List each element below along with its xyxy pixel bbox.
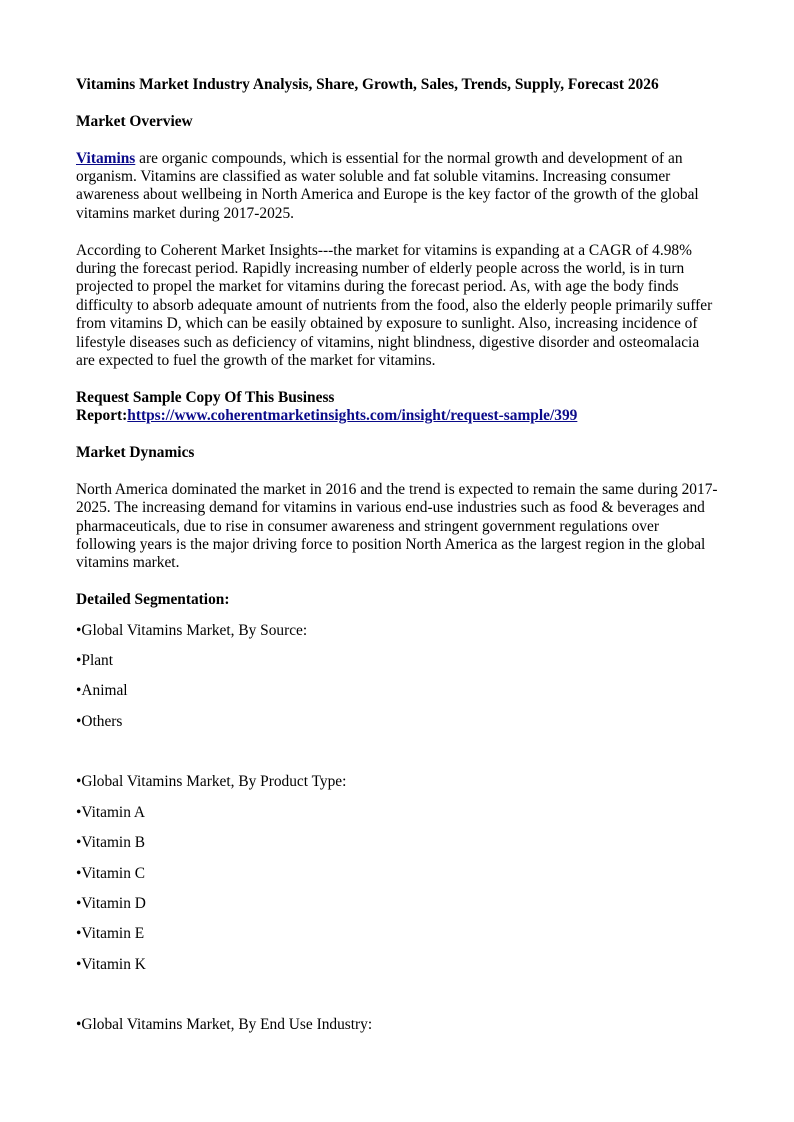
segment-end-use-label: •Global Vitamins Market, By End Use Industry: xyxy=(76,1016,373,1034)
segment-product-type-label: •Global Vitamins Market, By Product Type: xyxy=(76,773,347,791)
market-overview-paragraph-2: According to Coherent Market Insights---the market for vitamins is expanding at a CAGR of 4.98% during the forecast period. Rapidly increasing number of elderly people across the world, is in turn projected to propel the market for vitamins during the forecast period. As, with age the body finds difficulty to absorb adequate amount of nutrients from the food, also the elderly people primarily suffer from vitamins D, which can be easily obtained by exposure to sunlight. Also, increasing incidence of lifestyle diseases such as deficiency of vitamins, night blindness, digestive disorder and osteomalacia are expected to fuel the growth of the market for vitamins. xyxy=(76,241,713,370)
list-item: •Vitamin K xyxy=(76,955,146,973)
market-overview-heading: Market Overview xyxy=(76,112,193,130)
list-item: •Vitamin B xyxy=(76,834,146,852)
list-item: •Animal xyxy=(76,682,128,700)
list-item: •Vitamin E xyxy=(76,925,145,943)
segment-source-label: •Global Vitamins Market, By Source: xyxy=(76,621,308,639)
request-sample-link[interactable]: https://www.coherentmarketinsights.com/insight/request-sample/399 xyxy=(127,407,578,425)
market-dynamics-heading: Market Dynamics xyxy=(76,444,195,462)
list-item: •Vitamin C xyxy=(76,864,146,882)
document-page xyxy=(76,76,718,1047)
market-dynamics-paragraph: North America dominated the market in 2016 and the trend is expected to remain the same during 2017-2025. The increasing demand for vitamins in various end-use industries such as food & beverages and pharmaceuticals, due to rise in consumer awareness and stringent government regulations over following years is the major driving force to position North America as the largest region in the global vitamins market. xyxy=(76,480,718,572)
section-spacer xyxy=(76,986,718,1016)
list-item: •Vitamin A xyxy=(76,803,146,821)
list-item: •Vitamin D xyxy=(76,894,146,912)
request-sample-label: Request Sample Copy Of This Business Report: xyxy=(76,388,335,425)
market-overview-paragraph-1 xyxy=(76,150,718,224)
section-spacer xyxy=(76,743,718,773)
list-item: •Plant xyxy=(76,652,114,670)
market-overview-paragraph-1-text: are organic compounds, which is essential for the normal growth and development of an organism. Vitamins are classified as water soluble and fat soluble vitamins. Increasing consumer awareness about wellbeing in North America and Europe is the key factor of the growth of the global vitamins market during 2017-2025. xyxy=(76,149,699,222)
vitamins-link[interactable]: Vitamins xyxy=(76,149,136,167)
request-sample xyxy=(76,389,718,426)
list-item: •Others xyxy=(76,712,123,730)
segmentation-heading: Detailed Segmentation: xyxy=(76,591,230,609)
document-title: Vitamins Market Industry Analysis, Share, Growth, Sales, Trends, Supply, Forecast 2026 xyxy=(76,76,659,93)
